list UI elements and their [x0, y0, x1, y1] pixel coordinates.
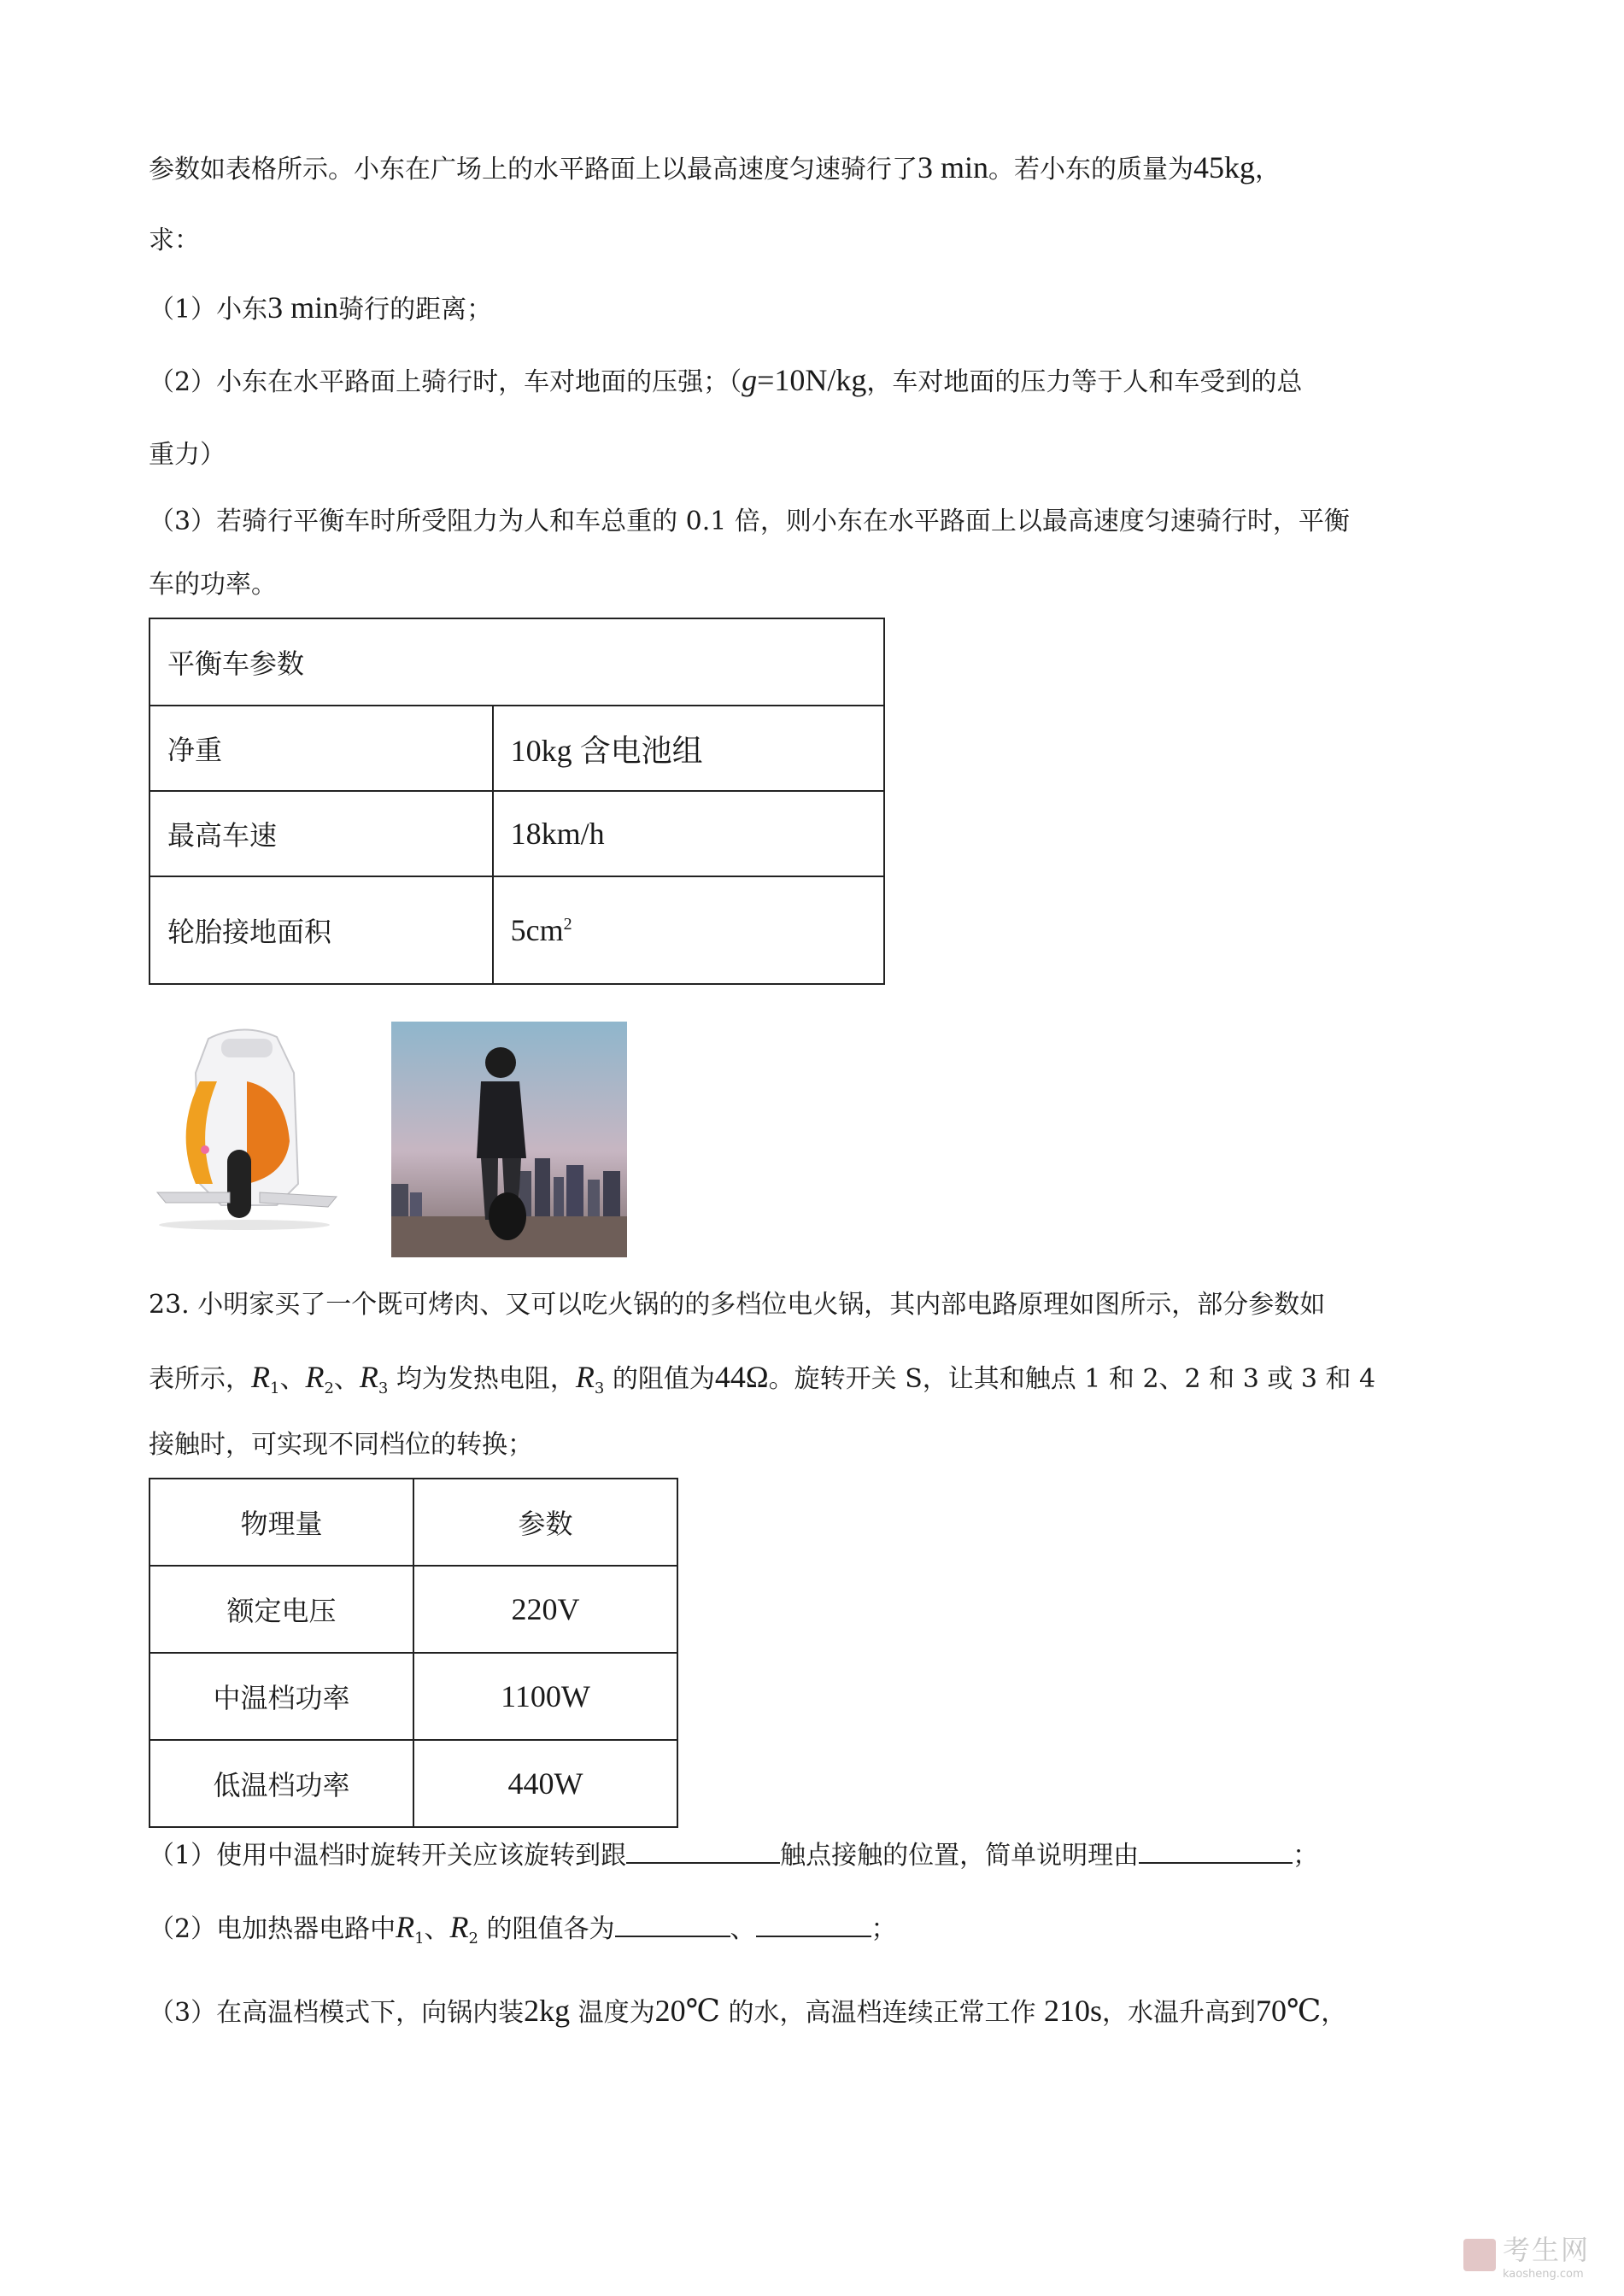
ask-line: 求：: [149, 226, 200, 255]
hotpot-params-table: [149, 1478, 678, 1828]
question-2: （2）小东在水平路面上骑行时，车对地面的压强；（g=10N/kg，车对地面的压力等于人和车受到的总: [149, 363, 1303, 397]
table-row: 低温档功率 440W: [150, 1740, 677, 1827]
sub-question-1: （1）使用中温档时旋转开关应该旋转到跟 触点接触的位置，简单说明理由 ；: [149, 1836, 1318, 1873]
watermark-logo-icon: [1463, 2239, 1496, 2271]
header-param: 参数: [413, 1479, 677, 1566]
row-value: $5cm^2$: [493, 876, 884, 984]
sub-question-2: （2）电加热器电路中$R_1$、$R_2$ 的阻值各为 、 ；: [149, 1910, 897, 1948]
row-label: 轮胎接地面积: [150, 876, 493, 984]
problem-23-line-2: 表所示，$R_1$、$R_2$、$R_3$ 均为发热电阻，$R_3$ 的阻值为44Ω。旋转开关 S，让其和触点 1 和 2、2 和 3 或 3 和 4: [149, 1360, 1376, 1397]
balance-car-params-table: [149, 618, 885, 985]
header-quantity: 物理量: [150, 1479, 413, 1566]
unicycle-image: [149, 1022, 345, 1235]
question-2-cont: 重力）: [149, 440, 226, 470]
row-label: 净重: [150, 706, 493, 791]
problem-intro-line: 参数如表格所示。小东在广场上的水平路面上以最高速度匀速骑行了3 min。若小东的质量为45kg，: [149, 150, 1281, 184]
table-row: [150, 791, 884, 876]
row-value: 10kg 含电池组: [493, 706, 884, 791]
answer-blank[interactable]: [615, 1910, 730, 1937]
answer-blank[interactable]: [626, 1836, 780, 1864]
question-3-cont: 车的功率。: [149, 570, 277, 600]
sub-question-3: （3）在高温档模式下，向锅内装2kg 温度为20℃ 的水，高温档连续正常工作 210s，水温升高到70℃，: [149, 1994, 1347, 2028]
row-label: 最高车速: [150, 791, 493, 876]
answer-blank[interactable]: [1139, 1836, 1293, 1864]
time-value: 3 min: [918, 150, 989, 184]
answer-blank[interactable]: [756, 1910, 871, 1937]
problem-23-line-1: 23. 小明家买了一个既可烤肉、又可以吃火锅的的多档位电火锅，其内部电路原理如图所示，部分参数如: [149, 1290, 1326, 1320]
rider-photo: [391, 1022, 627, 1257]
table-row: 中温档功率 1100W: [150, 1653, 677, 1740]
mass-value: 45kg: [1193, 150, 1256, 184]
table-row: 额定电压 220V: [150, 1566, 677, 1653]
table-title: 平衡车参数: [150, 618, 884, 706]
problem-23-line-3: 接触时，可实现不同档位的转换；: [149, 1430, 533, 1460]
watermark: 考生网 kaosheng.com: [1463, 2229, 1590, 2281]
table-row: [150, 706, 884, 791]
question-3: （3）若骑行平衡车时所受阻力为人和车总重的 0.1 倍，则小东在水平路面上以最高速度匀速骑行时，平衡: [149, 507, 1350, 536]
table-row: [150, 876, 884, 984]
row-value: 18km/h: [493, 791, 884, 876]
question-1: （1）小东3 min骑行的距离；: [149, 290, 493, 325]
